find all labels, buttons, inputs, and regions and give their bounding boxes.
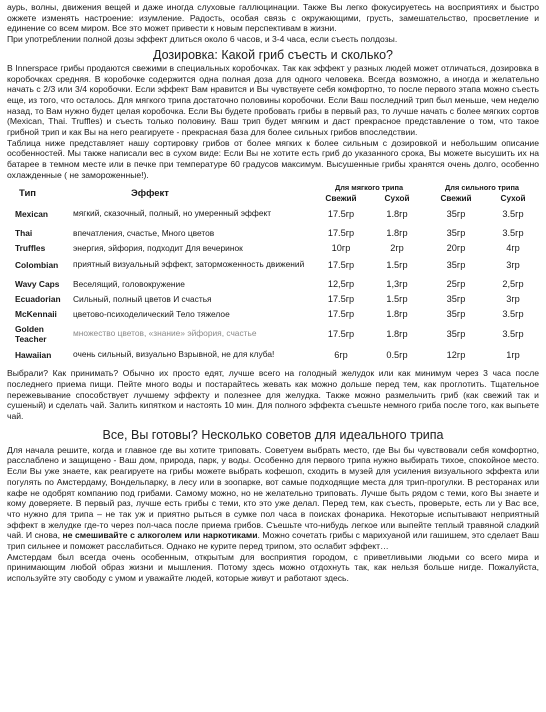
row-name: Colombian [15,260,59,271]
row-name: Hawaiian [15,349,52,360]
row-effect: цветово-психоделический Тело тяжелое [73,308,230,319]
row-strong-dry: 3.5гр [502,228,524,239]
table-row [7,242,539,255]
row-mild-dry: 1.8гр [386,228,408,239]
row-strong-dry: 3.5гр [502,328,524,339]
row-strong-dry: 1гр [506,349,520,360]
dosage-table [7,183,539,366]
row-effect: приятный визуальный эффект, заторможенность движений [73,259,305,270]
row-mild-dry: 2гр [390,243,404,254]
header-effect: Эффект [131,187,169,199]
row-strong-fresh: 25гр [446,279,466,290]
dosage-heading: Дозировка: Какой гриб съесть и сколько? [153,47,393,62]
row-strong-fresh: 12гр [446,349,466,360]
row-mild-fresh: 17.5гр [327,209,355,220]
table-row [7,255,539,276]
table-row [7,204,539,225]
intro-duration-line: При употреблении полной дозы эффект длиться около 6 часов, и 3-4 часа, если съесть полдозы. [7,34,398,45]
tips-paragraph [7,445,539,552]
tips-warning-bold: не смешивайте с алкоголем или наркотиками [62,530,258,541]
table-row [7,344,539,365]
row-name: Mexican [15,209,49,220]
tips-heading: Все, Вы готовы? Несколько советов для идеального трипа [102,427,444,442]
row-effect: очень сильный, визуально Взрывной, не для клуба! [73,348,275,359]
intro-paragraph: аурь, волны, движения вещей и даже иногда слуховые галлюцинации. Также Вы легко фокусируетесь на восприятиях и быстро ожжете изменять настроение: изумление. Радость, особая связь с окружающими, грусть, замешательство, просветление и единение со всем миром. Все это может привести к новым перспективам в жизни. [7,2,539,34]
row-mild-dry: 1.5гр [386,294,408,305]
tips-text-end: . Можно сочетать грибы с марихуаной или гашишем, это сделает Ваш трип сильнее и поможет расслабиться. Однако не курите перед трипом, это ослабит эффект… [7,530,540,552]
row-name: Golden Teacher [15,323,47,344]
tips-text-start: Для начала решите, когда и главное где вы хотите триповать. Советуем выбрать место, где Вы бы чувствовали себя комфортно, расслаблено и защищено - Ваш дом, природа, парк, у воды. Особенно для первого трипа нужно выбирать тихое, спокойное место. Если Вы уже знаете, как реагируете на грибы можете выбрать кофешоп, сходить в музей для усиления визуального эффекта или погулять по Амстердаму, Вондельпарку, в лесу или в зоопарке, вот самые подходящие места для трип-прогулки. В ресторанах или кафе не одобрят компанию под грибами. Самому можно, но не желательно триповать. Лучше быть рядом с теми, кого Вы знаете и кому доверяете. В первый раз, лучше есть грибы с теми, кто это уже делал. Перед тем, как съесть, проверьте, есть ли у Вас все, что нужно для трипа – не так уж и приятно рыться в сумке пол часа в поисках фонарика. Некоторые испытывают неприятный эффект в желудке где-то через пол-часа после приема грибов. Съешьте что-нибудь легкое или выпейте теплый травяной сладкий чай. И снова, [7,444,539,541]
row-mild-dry: 1.8гр [386,309,408,320]
row-effect: мягкий, сказочный, полный, но умеренный эффект [73,208,272,219]
row-strong-fresh: 20гр [446,243,466,254]
row-effect: впечатления, счастье, Много цветов [73,227,215,238]
table-row [7,225,539,243]
table-row [7,293,539,306]
table-intro-paragraph: Таблица ниже представляет нашу сортировку грибов от более мягких к более сильным с дозировкой и небольшим описание особенностей. Мы также написали вес в сухом виде: Если Вы не хотите есть гриб до указанного срока, Вы можете высушить их на батарее в темном месте или в печке при температуре 60 градусов максимум. Высушенные грибы хранятся очень долго, особенно охлажденные ( не замороженные!). [7,137,539,180]
row-effect: Сильный, полный цветов И счастья [73,293,212,304]
table-row [7,306,539,324]
amsterdam-paragraph: Амстердам был всегда очень особенным, открытым для восприятия городом, с приветливыми людьми со всего мира и принимающим любой образ жизни и мышления. Потому здесь можно отдохнуть так, как нельзя больше нигде. Пожалуйста, используйте эту свободу с умом и уважайте людей, которые живут и работают здесь. [7,551,539,584]
dosage-paragraph: В Innerspace грибы продаются свежими в специальных коробочках. Так как эффект у разных людей может отличаться, дозировка в коробочках средняя. В коробочке содержится одна полная доза для одного человека. Всегда возможно, а иногда и желательно начать с 2/3 или 3/4 коробочки. Если эффект Вам нравится и Вы чувствуете себя комфортно, то после первого этапа можно съесть еще, из того, что осталось. Для мягкого трипа достаточно половины коробочки. Если Ваш последний трип был меньше, чем неделю назад, то Вам нужно будет целая коробочка. Если Вы будете пробовать грибы в первый раз, то лучше начать с более мягких сортов (Mexican, Thai. Truffles) и съесть только половину. Ваш трип будет мягким и даст прекрасное представление о том, что такое грибной трип и как Вы на него реагируете - прекрасная база для более сильных грибов впоследствии. [7,62,539,138]
row-strong-dry: 2,5гр [502,279,524,290]
row-effect: Веселящий, головокружение [73,278,185,289]
header-strong-dry: Сухой [500,193,526,203]
row-strong-dry: 3гр [506,260,520,271]
row-mild-dry: 1.8гр [386,209,408,220]
header-mild-dry: Сухой [384,193,410,203]
row-mild-fresh: 10гр [331,243,351,254]
row-strong-dry: 3гр [506,294,520,305]
table-row [7,323,539,344]
row-mild-dry: 1.5гр [386,260,408,271]
row-mild-dry: 1,3гр [386,279,408,290]
row-mild-fresh: 17.5гр [327,228,355,239]
row-strong-dry: 4гр [506,243,520,254]
document-page [7,2,539,584]
row-mild-dry: 1.8гр [386,328,408,339]
row-strong-fresh: 35гр [446,228,466,239]
row-name: Thai [15,228,33,239]
row-mild-fresh: 12,5гр [327,279,355,290]
header-strong-group: Для сильного трипа [445,183,520,193]
header-type: Тип [19,187,37,199]
row-strong-dry: 3.5гр [502,209,524,220]
row-effect: энергия, эйфория, подходит Для вечеринок [73,242,243,253]
header-mild-group: Для мягкого трипа [334,183,404,193]
row-strong-fresh: 35гр [446,260,466,271]
row-mild-fresh: 17.5гр [327,294,355,305]
table-row [7,276,539,294]
row-name: Wavy Caps [15,279,60,290]
row-mild-fresh: 6гр [334,349,348,360]
row-mild-dry: 0.5гр [386,349,408,360]
header-strong-fresh: Свежий [440,193,472,203]
usage-paragraph: Выбрали? Как принимать? Обычно их просто едят, лучше всего на голодный желудок или как минимум через 3 часа после последнего приема пищи. Пейте много воды и постарайтесь жевать как можно дольше перед тем, как проглотить. Тщательное пережевывание способствует лучшему эффекту и полезнее для желудка. Также можно размельчить гриб (как свежий так и сушеный) и сделать чай. Залить кипятком и настоять 10 мин. Для полного эффекта съешьте немного гриба после того, как выпьете чай. [7,368,539,422]
row-strong-fresh: 35гр [446,294,466,305]
row-strong-fresh: 35гр [446,309,466,320]
header-mild-fresh: Свежий [325,193,357,203]
row-strong-fresh: 35гр [446,209,466,220]
row-mild-fresh: 17.5гр [327,309,355,320]
row-name: Truffles [15,243,46,254]
row-mild-fresh: 17.5гр [327,260,355,271]
row-effect: множество цветов, «знание» эйфория, счастье [73,327,257,338]
row-strong-dry: 3.5гр [502,309,524,320]
row-name: Ecuadorian [15,294,61,305]
row-name: McKennaii [15,309,57,320]
row-strong-fresh: 35гр [446,328,466,339]
row-mild-fresh: 17.5гр [327,328,355,339]
